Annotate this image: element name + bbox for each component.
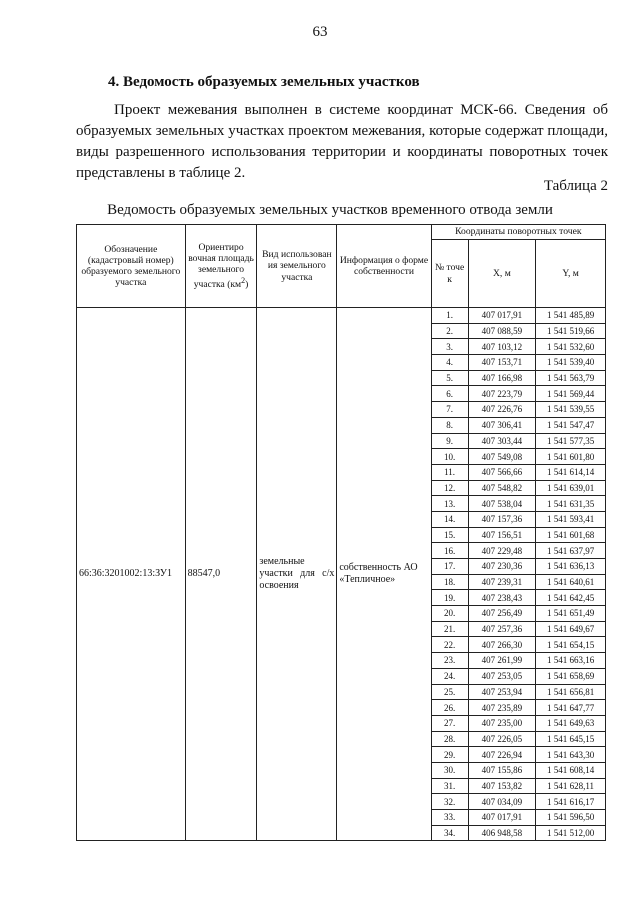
point-x: 407 256,49 [468, 606, 536, 622]
header-coords: Координаты поворотных точек [431, 225, 605, 240]
header-designation: Обозначение (кадастровый номер) образуемого земельного участка [77, 225, 186, 308]
parcel-area: 88547,0 [185, 308, 257, 841]
point-y: 1 541 608,14 [536, 762, 606, 778]
point-y: 1 541 663,16 [536, 653, 606, 669]
parcel-usage: земельные участки для с/х освоения [257, 308, 337, 841]
point-number: 8. [431, 417, 468, 433]
point-x: 407 153,82 [468, 778, 536, 794]
point-y: 1 541 643,30 [536, 747, 606, 763]
point-y: 1 541 547,47 [536, 417, 606, 433]
point-x: 407 238,43 [468, 590, 536, 606]
point-number: 31. [431, 778, 468, 794]
point-number: 25. [431, 684, 468, 700]
point-x: 407 261,99 [468, 653, 536, 669]
point-x: 407 155,86 [468, 762, 536, 778]
point-y: 1 541 616,17 [536, 794, 606, 810]
point-y: 1 541 656,81 [536, 684, 606, 700]
point-x: 407 266,30 [468, 637, 536, 653]
point-x: 407 017,91 [468, 308, 536, 324]
point-number: 19. [431, 590, 468, 606]
point-number: 11. [431, 464, 468, 480]
point-x: 407 235,89 [468, 700, 536, 716]
parcel-designation: 66:36:3201002:13:ЗУ1 [77, 308, 186, 841]
point-y: 1 541 512,00 [536, 825, 606, 841]
point-y: 1 541 569,44 [536, 386, 606, 402]
header-point-no: № точе к [431, 240, 468, 308]
point-y: 1 541 645,15 [536, 731, 606, 747]
header-area-close: ) [245, 279, 249, 291]
point-x: 407 034,09 [468, 794, 536, 810]
point-x: 407 017,91 [468, 810, 536, 826]
point-number: 12. [431, 480, 468, 496]
point-y: 1 541 642,45 [536, 590, 606, 606]
point-number: 17. [431, 559, 468, 575]
point-number: 13. [431, 496, 468, 512]
point-x: 407 226,05 [468, 731, 536, 747]
point-number: 14. [431, 511, 468, 527]
point-y: 1 541 519,66 [536, 323, 606, 339]
point-y: 1 541 601,80 [536, 449, 606, 465]
point-x: 407 166,98 [468, 370, 536, 386]
point-x: 407 253,94 [468, 684, 536, 700]
point-y: 1 541 654,15 [536, 637, 606, 653]
point-y: 1 541 614,14 [536, 464, 606, 480]
point-y: 1 541 539,40 [536, 355, 606, 371]
table-label: Таблица 2 [543, 178, 608, 194]
point-x: 407 153,71 [468, 355, 536, 371]
point-number: 18. [431, 574, 468, 590]
point-number: 15. [431, 527, 468, 543]
point-y: 1 541 628,11 [536, 778, 606, 794]
point-x: 407 257,36 [468, 621, 536, 637]
header-area [185, 225, 257, 308]
point-number: 3. [431, 339, 468, 355]
header-usage: Вид использован ия земельного участка [257, 225, 337, 308]
header-ownership: Информация о форме собственности [337, 225, 431, 308]
point-x: 407 230,36 [468, 559, 536, 575]
point-y: 1 541 658,69 [536, 668, 606, 684]
point-y: 1 541 593,41 [536, 511, 606, 527]
point-x: 407 235,00 [468, 715, 536, 731]
point-number: 4. [431, 355, 468, 371]
point-y: 1 541 651,49 [536, 606, 606, 622]
point-x: 407 549,08 [468, 449, 536, 465]
point-number: 7. [431, 402, 468, 418]
point-y: 1 541 649,67 [536, 621, 606, 637]
point-y: 1 541 577,35 [536, 433, 606, 449]
section-heading: 4. Ведомость образуемых земельных участков [108, 74, 420, 90]
header-x: X, м [468, 240, 536, 308]
point-number: 28. [431, 731, 468, 747]
point-number: 10. [431, 449, 468, 465]
point-x: 407 223,79 [468, 386, 536, 402]
point-number: 29. [431, 747, 468, 763]
point-y: 1 541 539,55 [536, 402, 606, 418]
point-number: 6. [431, 386, 468, 402]
point-number: 21. [431, 621, 468, 637]
point-number: 34. [431, 825, 468, 841]
point-number: 27. [431, 715, 468, 731]
table-title: Ведомость образуемых земельных участков временного отвода земли [107, 202, 553, 218]
point-x: 407 103,12 [468, 339, 536, 355]
point-y: 1 541 563,79 [536, 370, 606, 386]
point-y: 1 541 532,60 [536, 339, 606, 355]
header-area-text: Ориентиро вочная площадь земельного участка (км [188, 241, 254, 291]
point-x: 407 566,66 [468, 464, 536, 480]
point-x: 407 306,41 [468, 417, 536, 433]
parcels-table [76, 224, 606, 841]
point-x: 407 156,51 [468, 527, 536, 543]
point-x: 407 548,82 [468, 480, 536, 496]
point-number: 5. [431, 370, 468, 386]
point-number: 24. [431, 668, 468, 684]
point-number: 26. [431, 700, 468, 716]
point-x: 407 088,59 [468, 323, 536, 339]
point-x: 407 226,76 [468, 402, 536, 418]
point-x: 407 303,44 [468, 433, 536, 449]
intro-paragraph: Проект межевания выполнен в системе координат МСК-66. Сведения об образуемых земельных участках проектом межевания, которые содержат площади, виды разрешенного использования территории и координаты поворотных точек представлены в таблице 2. [76, 102, 608, 181]
point-y: 1 541 601,68 [536, 527, 606, 543]
point-x: 407 157,36 [468, 511, 536, 527]
point-y: 1 541 631,35 [536, 496, 606, 512]
point-x: 407 229,48 [468, 543, 536, 559]
table-row [77, 308, 606, 324]
point-number: 23. [431, 653, 468, 669]
point-number: 33. [431, 810, 468, 826]
point-y: 1 541 640,61 [536, 574, 606, 590]
point-number: 1. [431, 308, 468, 324]
header-y: Y, м [536, 240, 606, 308]
point-y: 1 541 637,97 [536, 543, 606, 559]
point-x: 407 538,04 [468, 496, 536, 512]
point-x: 406 948,58 [468, 825, 536, 841]
point-x: 407 226,94 [468, 747, 536, 763]
point-number: 30. [431, 762, 468, 778]
point-number: 16. [431, 543, 468, 559]
header-area-sup: 2 [241, 276, 246, 286]
point-y: 1 541 647,77 [536, 700, 606, 716]
page-number: 63 [312, 24, 328, 40]
parcel-ownership: собственность АО «Тепличное» [337, 308, 431, 841]
point-number: 32. [431, 794, 468, 810]
point-x: 407 239,31 [468, 574, 536, 590]
point-number: 22. [431, 637, 468, 653]
point-number: 2. [431, 323, 468, 339]
point-y: 1 541 639,01 [536, 480, 606, 496]
point-number: 9. [431, 433, 468, 449]
point-y: 1 541 596,50 [536, 810, 606, 826]
point-number: 20. [431, 606, 468, 622]
point-y: 1 541 649,63 [536, 715, 606, 731]
point-x: 407 253,05 [468, 668, 536, 684]
point-y: 1 541 636,13 [536, 559, 606, 575]
point-y: 1 541 485,89 [536, 308, 606, 324]
